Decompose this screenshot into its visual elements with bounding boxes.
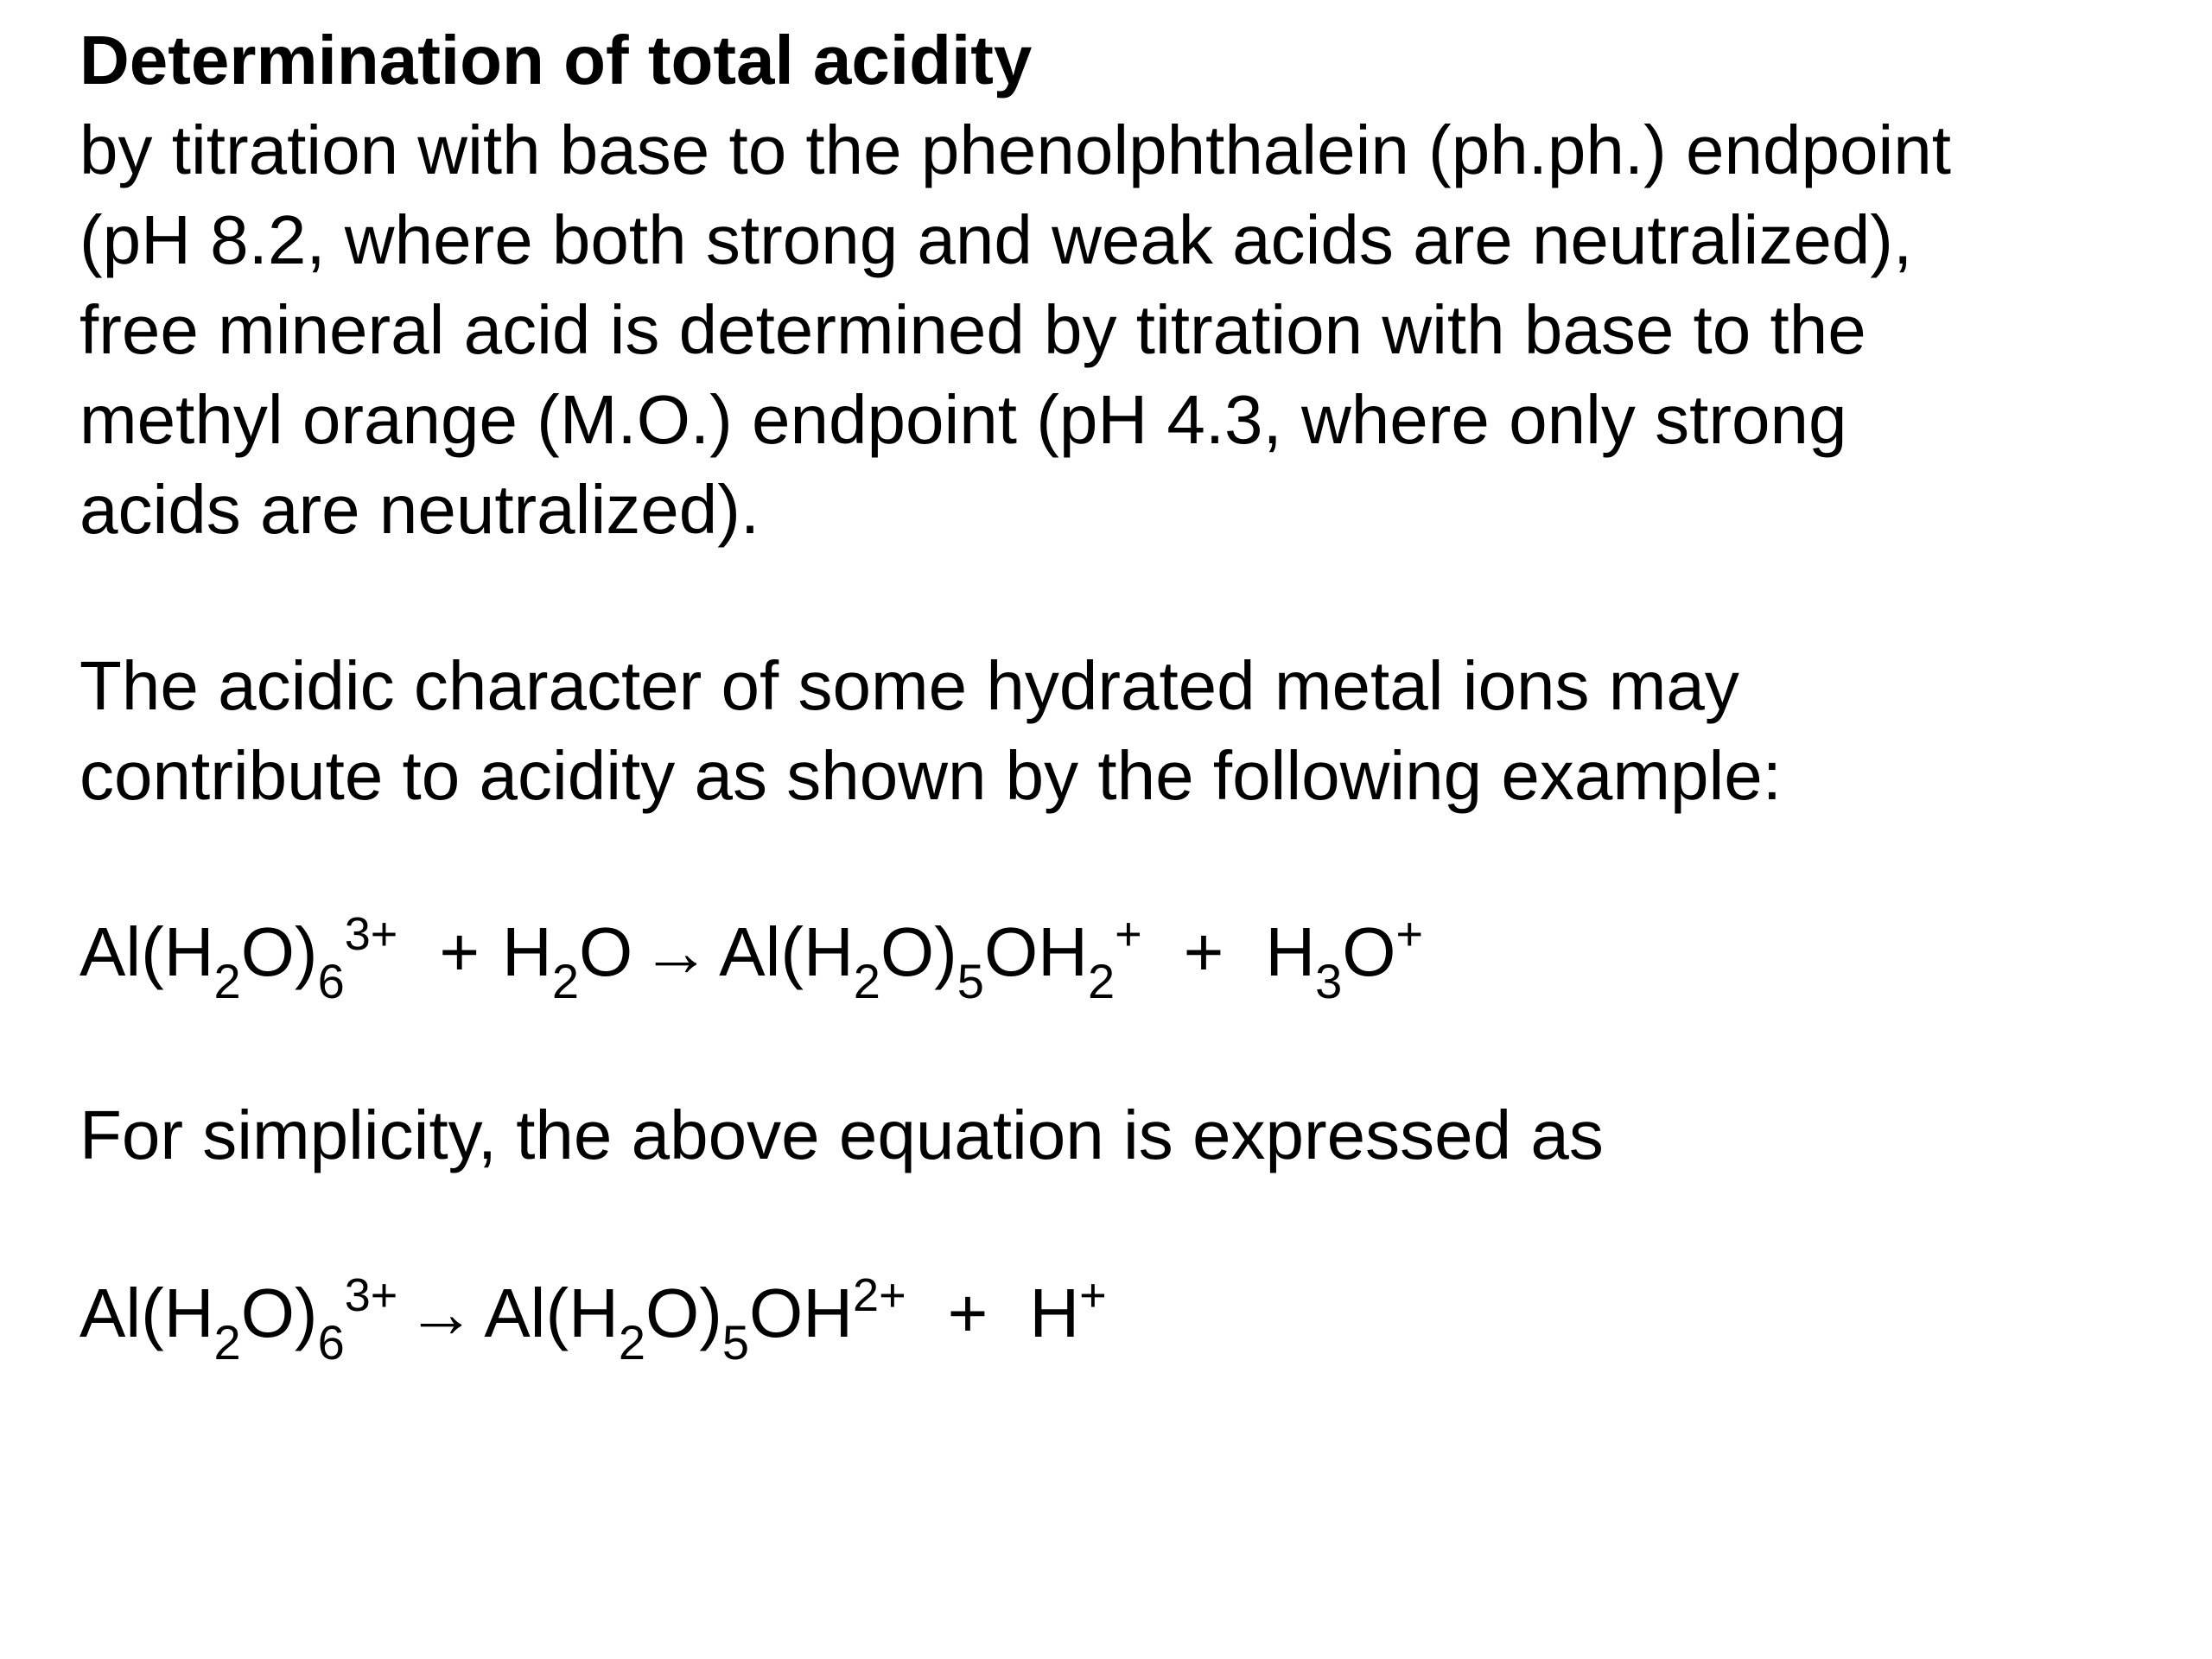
text-line: free mineral acid is determined by titration with base to the: [79, 291, 1866, 368]
eq-subscript: 5: [721, 1315, 750, 1370]
eq-text: O): [240, 1274, 318, 1351]
eq-text: O: [578, 913, 633, 990]
paragraph-simplicity: [79, 1090, 1604, 1180]
paragraph-total-acidity: [79, 105, 1951, 555]
slide: [79, 0, 2171, 1659]
eq-superscript: 3+: [344, 1269, 398, 1321]
eq-superscript: +: [1079, 1269, 1107, 1321]
eq-text: Al(H: [79, 913, 214, 990]
eq-subscript: 3: [1315, 954, 1343, 1008]
slide-title: Determination of total acidity: [79, 22, 1033, 99]
eq-text: O): [645, 1274, 722, 1351]
text-line: For simplicity, the above equation is expressed as: [79, 1096, 1604, 1173]
paragraph-hydrated-metal-ions: [79, 641, 1782, 821]
eq-subscript: 5: [957, 954, 984, 1008]
text-line: by titration with base to the phenolphthalein (ph.ph.) endpoint: [79, 111, 1951, 188]
eq-text: Al(H: [719, 913, 854, 990]
eq-text: O): [880, 913, 957, 990]
eq-text: OH: [983, 913, 1088, 990]
eq-subscript: 2: [213, 954, 241, 1008]
eq-plus: +: [947, 1274, 988, 1351]
eq-text: Al(H: [484, 1274, 619, 1351]
eq-plus: +: [439, 913, 480, 990]
text-line: The acidic character of some hydrated metal ions may: [79, 647, 1739, 724]
eq-subscript: 2: [551, 954, 579, 1008]
eq-superscript: +: [1395, 908, 1424, 960]
reaction-arrow: →: [641, 913, 711, 990]
eq-subscript: 2: [1087, 954, 1116, 1008]
eq-superscript: 2+: [853, 1269, 906, 1321]
eq-subscript: 2: [618, 1315, 646, 1370]
eq-subscript: 2: [213, 1315, 241, 1370]
eq-text: H: [1265, 913, 1316, 990]
eq-text: H: [1029, 1274, 1080, 1351]
eq-subscript: 6: [317, 954, 345, 1008]
text-line: acids are neutralized).: [79, 471, 760, 548]
text-line: (pH 8.2, where both strong and weak acids are neutralized),: [79, 201, 1913, 278]
eq-text: H: [502, 913, 552, 990]
reaction-arrow: →: [406, 1274, 476, 1351]
eq-text: OH: [749, 1274, 854, 1351]
eq-plus: +: [1183, 913, 1224, 990]
eq-superscript: 3+: [344, 908, 398, 960]
eq-text: O: [1342, 913, 1396, 990]
eq-subscript: 2: [853, 954, 880, 1008]
text-line: methyl orange (M.O.) endpoint (pH 4.3, where only strong: [79, 381, 1847, 458]
eq-subscript: 6: [317, 1315, 345, 1370]
equation-hydrolysis-simplified: [79, 1269, 1107, 1370]
text-line: contribute to acidity as shown by the following example:: [79, 737, 1782, 814]
equation-hydrolysis-full: [79, 908, 1424, 1008]
eq-text: Al(H: [79, 1274, 214, 1351]
eq-text: O): [240, 913, 318, 990]
eq-superscript: +: [1115, 908, 1142, 960]
